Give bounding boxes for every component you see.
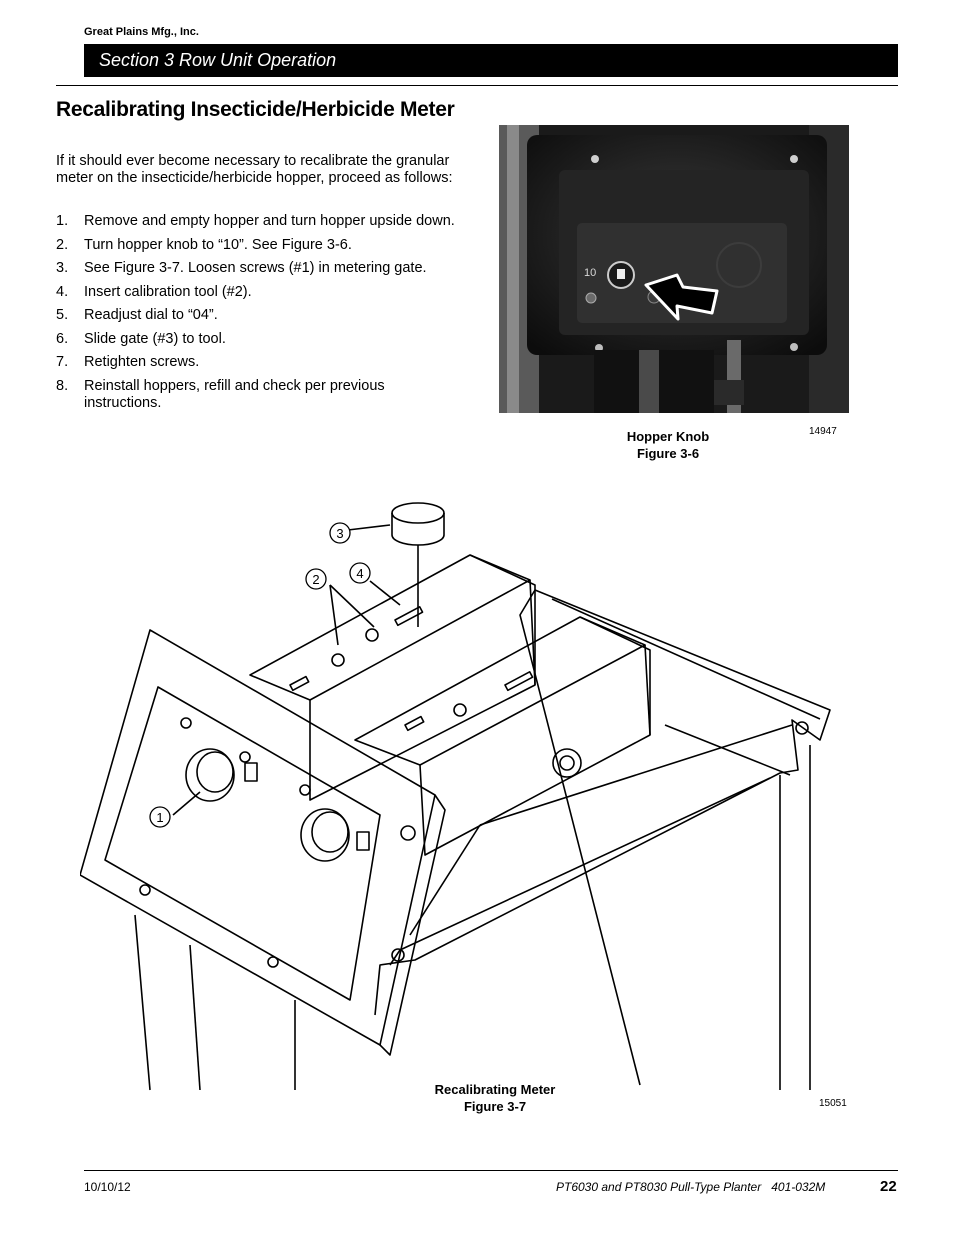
procedure-steps bbox=[56, 213, 456, 418]
dial-label: 10 bbox=[584, 267, 597, 279]
footer-doc-title: PT6030 and PT8030 Pull-Type Planter 401-032M bbox=[556, 1180, 826, 1194]
list-item bbox=[56, 354, 456, 371]
step-number: 4. bbox=[56, 283, 69, 300]
step-text: Reinstall hoppers, refill and check per previous instructions. bbox=[84, 377, 385, 411]
list-item bbox=[56, 307, 456, 324]
intro-paragraph: If it should ever become necessary to recalibrate the granular meter on the insecticide/herbicide hopper, proceed as follows: bbox=[56, 153, 453, 186]
list-item bbox=[56, 260, 456, 277]
page-number: 22 bbox=[880, 1178, 897, 1195]
figure-3-7-caption bbox=[420, 1081, 570, 1115]
step-number: 5. bbox=[56, 307, 69, 323]
list-item bbox=[56, 378, 456, 412]
callout-3: 3 bbox=[336, 526, 344, 541]
step-number: 2. bbox=[56, 236, 69, 253]
step-text: Remove and empty hopper and turn hopper upside down. bbox=[84, 213, 455, 229]
step-text: Turn hopper knob to “10”. See Figure 3-6. bbox=[84, 236, 352, 253]
list-item bbox=[56, 284, 456, 301]
figure-3-6-ref: 14947 bbox=[809, 426, 837, 437]
header-divider bbox=[56, 85, 898, 86]
callout-1: 1 bbox=[156, 810, 164, 825]
step-number: 3. bbox=[56, 260, 69, 276]
section-banner bbox=[84, 44, 898, 77]
caption-title: Recalibrating Meter bbox=[434, 1082, 556, 1097]
footer-divider bbox=[84, 1170, 898, 1171]
company-name: Great Plains Mfg., Inc. bbox=[84, 26, 199, 38]
hopper-knob-photo bbox=[499, 125, 849, 413]
caption-title: Hopper Knob bbox=[626, 429, 710, 444]
section-title: Section 3 Row Unit Operation bbox=[99, 50, 337, 70]
callout-4: 4 bbox=[356, 566, 364, 581]
caption-number: Figure 3-7 bbox=[463, 1099, 527, 1114]
page-title: Recalibrating Insecticide/Herbicide Meter bbox=[56, 98, 455, 121]
step-number: 7. bbox=[56, 354, 69, 370]
step-number: 6. bbox=[56, 330, 69, 347]
list-item bbox=[56, 213, 456, 230]
recalibrating-meter-drawing bbox=[80, 495, 850, 1095]
list-item bbox=[56, 331, 456, 348]
step-text: Readjust dial to “04”. bbox=[84, 307, 218, 323]
caption-number: Figure 3-6 bbox=[636, 446, 700, 461]
step-number: 8. bbox=[56, 377, 69, 394]
step-text: See Figure 3-7. Loosen screws (#1) in metering gate. bbox=[84, 260, 427, 276]
figure-3-7-ref: 15051 bbox=[819, 1098, 847, 1109]
step-text: Insert calibration tool (#2). bbox=[84, 283, 252, 300]
step-text: Retighten screws. bbox=[84, 354, 200, 370]
list-item bbox=[56, 237, 456, 254]
step-number: 1. bbox=[56, 213, 69, 229]
figure-3-6-caption bbox=[598, 428, 738, 462]
callout-2: 2 bbox=[312, 572, 320, 587]
step-text: Slide gate (#3) to tool. bbox=[84, 330, 226, 347]
footer-date: 10/10/12 bbox=[84, 1180, 131, 1194]
